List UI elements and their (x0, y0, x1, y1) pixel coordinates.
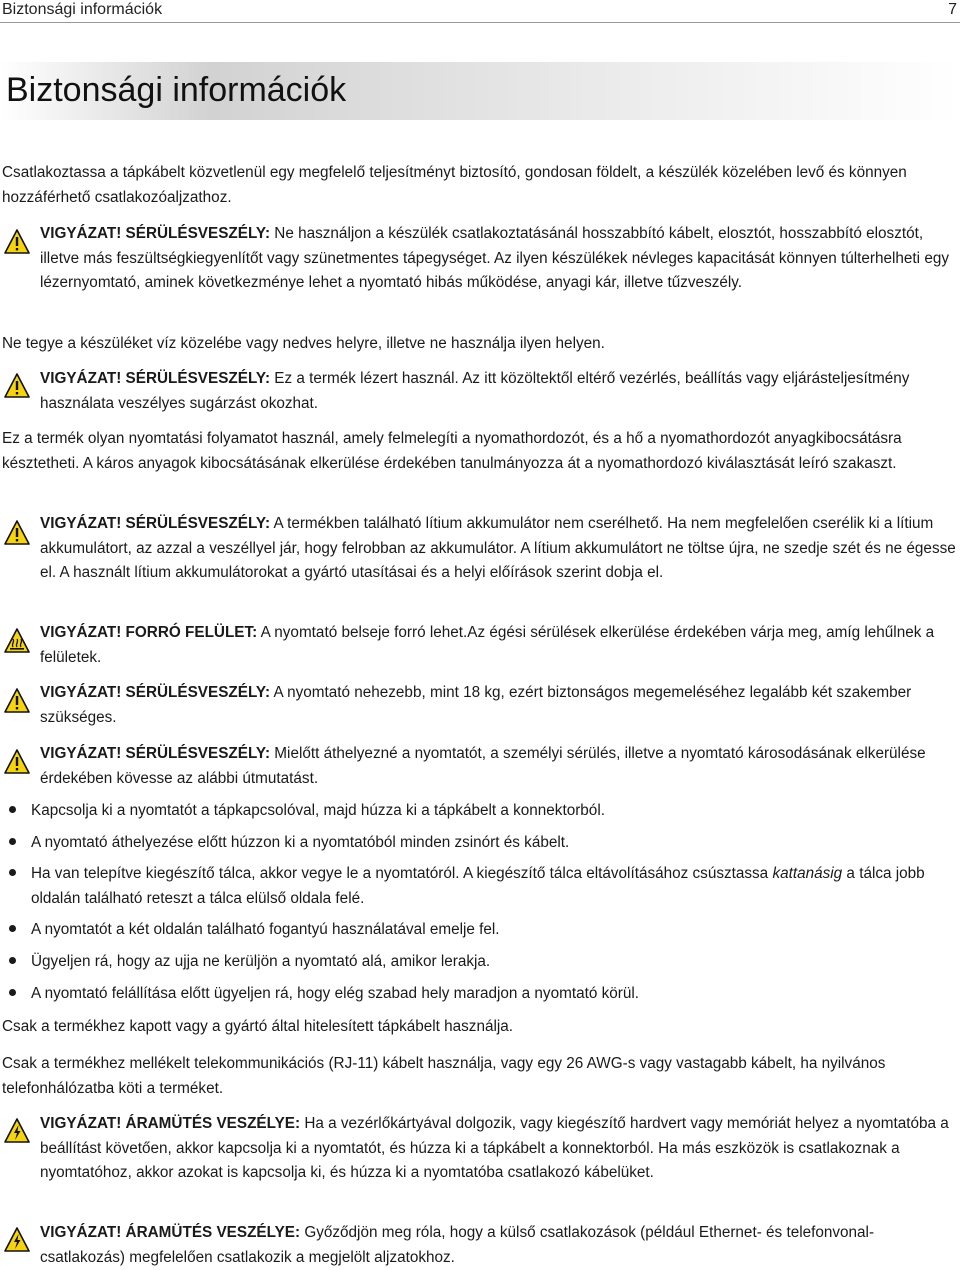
list-item-text: Ha van telepítve kiegészítő tálca, akkor vegye le a nyomtatóról. A kiegészítő tálca eltávolításához csúsztassa (31, 865, 773, 882)
electric-shock-icon (4, 1227, 30, 1253)
bullet-dot (9, 838, 16, 845)
list-item-text: a tálca jobb oldalán található reteszt a tálca elülső oldala felé. (31, 865, 925, 907)
list-item: Ügyeljen rá, hogy az ujja ne kerüljön a nyomtató alá, amikor lerakja. (31, 953, 491, 970)
warning-label: VIGYÁZAT! SÉRÜLÉSVESZÉLY: (40, 684, 271, 701)
water-paragraph: Ne tegye a készüléket víz közelébe vagy nedves helyre, illetve ne használja ilyen helyen. (2, 335, 605, 352)
warning-injury-weight (40, 681, 958, 730)
list-item: A nyomtató áthelyezése előtt húzzon ki a nyomtatóból minden zsinórt és kábelt. (31, 834, 570, 851)
warning-label: VIGYÁZAT! SÉRÜLÉSVESZÉLY: (40, 515, 271, 532)
warning-injury-moving (40, 742, 958, 791)
bullet-dot (9, 925, 16, 932)
bullet-dot (9, 989, 16, 996)
warning-text: A nyomtató nehezebb, mint 18 kg, ezért biztonságos megemeléséhez legalább két szakember szükséges. (40, 684, 912, 726)
heading-banner (0, 62, 960, 120)
warning-label: VIGYÁZAT! ÁRAMÜTÉS VESZÉLYE: (40, 1115, 301, 1132)
list-item (31, 862, 958, 911)
warning-label: VIGYÁZAT! SÉRÜLÉSVESZÉLY: (40, 370, 271, 387)
warning-icon (4, 373, 30, 399)
bullet-dot (9, 869, 16, 876)
warning-label: VIGYÁZAT! ÁRAMÜTÉS VESZÉLYE: (40, 1224, 301, 1241)
list-item-italic: kattanásig (772, 865, 843, 882)
warning-text: A nyomtató belseje forró lehet.Az égési sérülések elkerülése érdekében várja meg, amíg lehűlnek a felületek. (40, 624, 935, 666)
hot-surface-icon (4, 628, 30, 654)
bullet-dot (9, 806, 16, 813)
warning-text: A termékben található lítium akkumulátor nem cserélhető. Ha nem megfelelően cserélik ki a lítium akkumulátort, az azzal a veszéllyel jár, hogy felrobban az akkumulátor. A lítium akkumulátort ne töltse újra, ne szedje szét és ne égesse el. A használt lítium akkumulátorokat a gyártó utasításai és a helyi előírások szerint dobja el. (40, 515, 956, 581)
electric-shock-icon (4, 1118, 30, 1144)
warning-shock-controller (40, 1112, 958, 1186)
running-header (0, 0, 960, 22)
list-item: A nyomtató felállítása előtt ügyeljen rá, hogy elég szabad hely maradjon a nyomtató körül. (31, 985, 639, 1002)
warning-injury-extension-cords (40, 222, 958, 296)
list-item: Kapcsolja ki a nyomtatót a tápkapcsolóval, majd húzza ki a tápkábelt a konnektorból. (31, 802, 605, 819)
page-number: 7 (948, 1, 957, 18)
warning-text: Ne használjon a készülék csatlakoztatásánál hosszabbító kábelt, elosztót, hosszabbító elosztót, illetve más feszültségkiegyenlítőt vagy szünetmentes tápegységet. Az ilyen készülékek névleges kapacitását könnyen túlterhelheti egy lézernyomtató, aminek következménye lehet a nyomtató hibás működése, anyagi kár, illetve tűzveszély. (40, 225, 949, 291)
warning-shock-connections (40, 1221, 958, 1270)
page-title: Biztonsági információk (6, 71, 347, 109)
list-item: A nyomtatót a két oldalán található fogantyú használatával emelje fel. (31, 921, 500, 938)
intro-paragraph: Csatlakoztassa a tápkábelt közvetlenül egy megfelelő teljesítményt biztosító, gondosan földelt, a készülék közelében levő és könnyen hozzáférhető csatlakozóaljzathoz. (2, 164, 907, 206)
warning-label: VIGYÁZAT! FORRÓ FELÜLET: (40, 624, 258, 641)
warning-label: VIGYÁZAT! SÉRÜLÉSVESZÉLY: (40, 745, 271, 762)
warning-icon (4, 749, 30, 775)
bullet-dot (9, 957, 16, 964)
warning-injury-laser (40, 367, 958, 416)
power-cord-paragraph: Csak a termékhez kapott vagy a gyártó által hitelesített tápkábelt használja. (2, 1018, 514, 1035)
heat-paragraph: Ez a termék olyan nyomtatási folyamatot használ, amely felmelegíti a nyomathordozót, és a hő a nyomathordozót anyagkibocsátásra késztetheti. A káros anyagok kibocsátásának elkerülése érdekében tanulmányozza át a nyomathordozó kiválasztását leíró szakaszt. (2, 430, 902, 472)
running-header-title: Biztonsági információk (2, 1, 163, 18)
warning-text: Győződjön meg róla, hogy a külső csatlakozások (például Ethernet- és telefonvonal-csatlakozás) megfelelően csatlakozik a megjelölt aljzatokhoz. (40, 1224, 875, 1266)
warning-icon (4, 688, 30, 714)
warning-injury-lithium (40, 512, 958, 586)
warning-label: VIGYÁZAT! SÉRÜLÉSVESZÉLY: (40, 225, 271, 242)
warning-hot-surface (40, 621, 958, 670)
warning-icon (4, 520, 30, 546)
warning-icon (4, 229, 30, 255)
warning-text: Ez a termék lézert használ. Az itt közöltektől eltérő vezérlés, beállítás vagy eljárásteljesítmény használata veszélyes sugárzást okozhat. (40, 370, 910, 412)
telecom-paragraph: Csak a termékhez mellékelt telekommunikációs (RJ-11) kábelt használja, vagy egy 26 AWG-s vagy vastagabb kábelt, ha nyilvános telefonhálózatba köti a terméket. (2, 1055, 886, 1097)
header-rule (0, 22, 960, 23)
warning-text: Ha a vezérlőkártyával dolgozik, vagy kiegészítő hardvert vagy memóriát helyez a nyomtatóba a beállítást követően, akkor kapcsolja ki a nyomtatót, és húzza ki a tápkábelt a konnektorból. Ha más eszközök is csatlakoznak a nyomtatóhoz, akkor azokat is kapcsolja ki, és húzza ki a nyomtatóba csatlakozó kábelüket. (40, 1115, 949, 1181)
warning-text: Mielőtt áthelyezné a nyomtatót, a személyi sérülés, illetve a nyomtató károsodásának elkerülése érdekében kövesse az alábbi útmutatást. (40, 745, 926, 787)
